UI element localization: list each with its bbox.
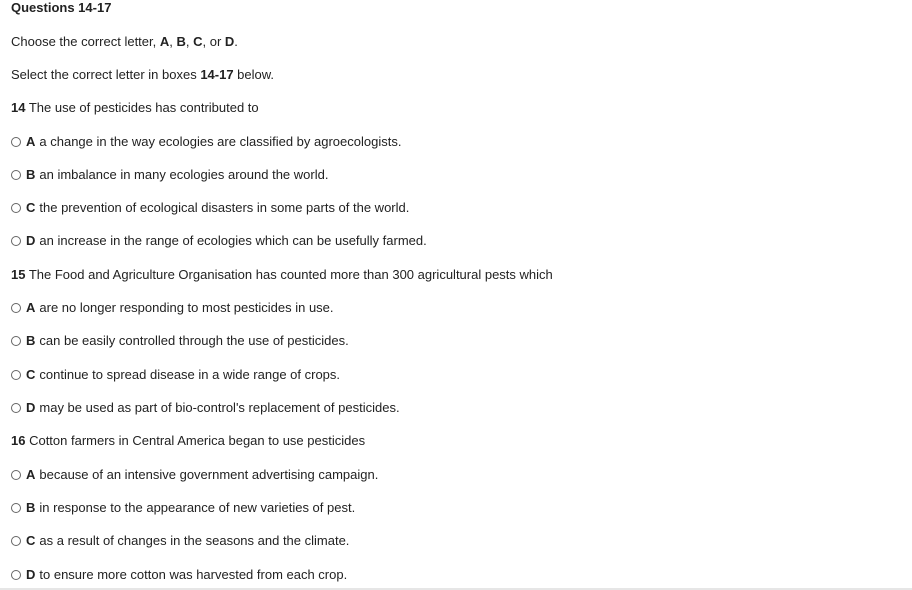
question-14-option-d[interactable]: [11, 233, 427, 249]
instruction-separator: , or: [202, 34, 225, 49]
instruction-letter-c: C: [193, 34, 203, 49]
instruction-separator: ,: [185, 34, 194, 49]
question-16-option-c[interactable]: [11, 533, 349, 549]
instruction-select-boxes: [11, 67, 274, 83]
question-16-option-d[interactable]: [11, 567, 347, 583]
option-text: as a result of changes in the seasons and the climate.: [39, 533, 350, 548]
question-number: 14: [11, 100, 26, 115]
radio-button[interactable]: [11, 536, 21, 546]
question-number: 15: [11, 267, 26, 282]
radio-button[interactable]: [11, 236, 21, 246]
question-15-option-c[interactable]: [11, 367, 340, 383]
instruction-letter-d: D: [224, 34, 235, 49]
radio-button[interactable]: [11, 403, 21, 413]
option-text: the prevention of ecological disasters in some parts of the world.: [39, 200, 410, 215]
option-text: are no longer responding to most pesticides in use.: [39, 300, 334, 315]
option-text: can be easily controlled through the use of pesticides.: [39, 333, 349, 348]
option-text: may be used as part of bio-control's replacement of pesticides.: [39, 400, 400, 415]
question-text: The Food and Agriculture Organisation has counted more than 300 agricultural pests which: [25, 267, 553, 282]
option-letter: B: [26, 500, 36, 515]
section-title: Questions 14-17: [11, 0, 112, 15]
option-text: continue to spread disease in a wide range of crops.: [39, 367, 341, 382]
radio-button[interactable]: [11, 303, 21, 313]
question-number: 16: [11, 433, 26, 448]
option-letter: D: [26, 567, 36, 582]
question-14-option-c[interactable]: [11, 200, 409, 216]
option-letter: B: [26, 167, 36, 182]
option-letter: C: [26, 200, 36, 215]
question-15-option-b[interactable]: [11, 333, 349, 349]
radio-button[interactable]: [11, 470, 21, 480]
question-14-option-a[interactable]: [11, 134, 401, 150]
option-letter: C: [26, 367, 36, 382]
instruction-letter-a: A: [159, 34, 170, 49]
question-15-option-a[interactable]: [11, 300, 334, 316]
option-text: to ensure more cotton was harvested from each crop.: [39, 567, 348, 582]
question-text: Cotton farmers in Central America began to use pesticides: [25, 433, 366, 448]
radio-button[interactable]: [11, 370, 21, 380]
option-text: an increase in the range of ecologies which can be usefully farmed.: [39, 233, 427, 248]
question-text: The use of pesticides has contributed to: [25, 100, 259, 115]
radio-button[interactable]: [11, 336, 21, 346]
option-letter: D: [26, 233, 36, 248]
question-15-option-d[interactable]: [11, 400, 400, 416]
question-16-stem: [11, 433, 365, 449]
instruction-end: .: [234, 34, 238, 49]
question-15-stem: [11, 267, 553, 283]
question-14-stem: [11, 100, 259, 116]
option-text: because of an intensive government advertising campaign.: [39, 467, 379, 482]
question-14-option-b[interactable]: [11, 167, 328, 183]
radio-button[interactable]: [11, 203, 21, 213]
option-letter: C: [26, 533, 36, 548]
option-letter: B: [26, 333, 36, 348]
option-letter: A: [26, 300, 36, 315]
option-text: in response to the appearance of new varieties of pest.: [39, 500, 356, 515]
radio-button[interactable]: [11, 570, 21, 580]
radio-button[interactable]: [11, 170, 21, 180]
option-letter: A: [26, 467, 36, 482]
instruction-letter-b: B: [176, 34, 186, 49]
instruction-text: Choose the correct letter,: [11, 34, 160, 49]
instruction-separator: ,: [169, 34, 177, 49]
instruction-text: Select the correct letter in boxes: [11, 67, 201, 82]
option-letter: A: [26, 134, 36, 149]
question-16-option-b[interactable]: [11, 500, 355, 516]
option-text: an imbalance in many ecologies around the world.: [39, 167, 329, 182]
option-text: a change in the way ecologies are classified by agroecologists.: [39, 134, 402, 149]
instruction-choose-letter: [11, 34, 238, 50]
instruction-box-range: 14-17: [200, 67, 234, 82]
radio-button[interactable]: [11, 503, 21, 513]
radio-button[interactable]: [11, 137, 21, 147]
option-letter: D: [26, 400, 36, 415]
instruction-text: below.: [233, 67, 275, 82]
question-16-option-a[interactable]: [11, 467, 378, 483]
